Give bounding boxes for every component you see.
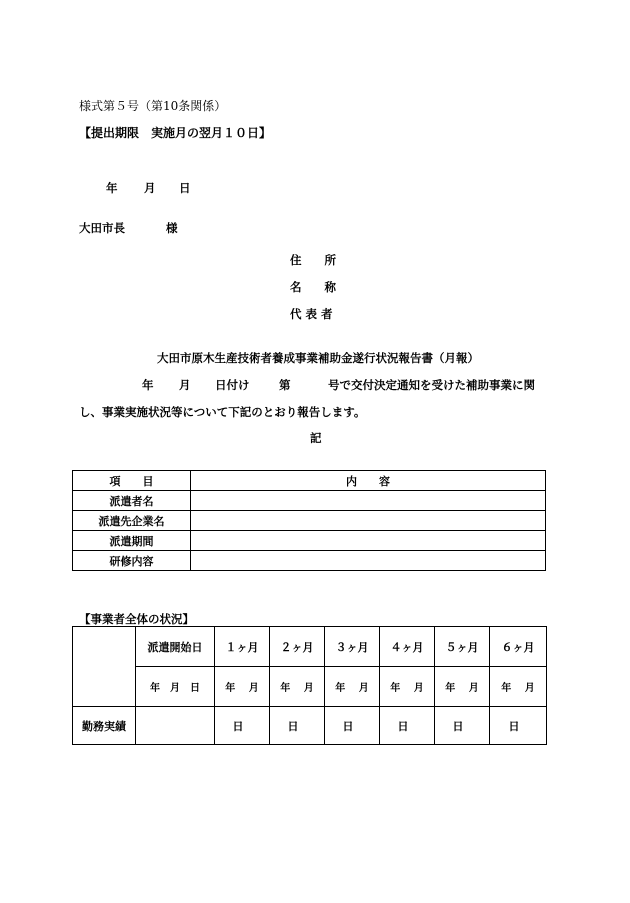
date-day: 日 xyxy=(179,181,191,195)
ki-marker: 記 xyxy=(310,431,322,445)
col-month-3: ３ヶ月 xyxy=(325,627,380,667)
attendance-days[interactable]: 日 xyxy=(325,707,380,745)
content-header: 内 容 xyxy=(191,471,546,491)
attendance-days[interactable]: 日 xyxy=(380,707,435,745)
date-year: 年 xyxy=(106,181,118,195)
overall-units-row xyxy=(73,667,547,707)
addressee-name: 大田市長 xyxy=(79,221,125,235)
row-label: 派遣者名 xyxy=(73,491,191,511)
col-month-5: ５ヶ月 xyxy=(435,627,490,667)
attendance-start-cell[interactable] xyxy=(136,707,215,745)
row-label: 研修内容 xyxy=(73,551,191,571)
body-number-prefix: 第 xyxy=(279,378,291,392)
attendance-days[interactable]: 日 xyxy=(215,707,270,745)
empty-corner-cell xyxy=(73,627,136,707)
row-value-cell[interactable] xyxy=(191,491,546,511)
col-month-1: １ヶ月 xyxy=(215,627,270,667)
attendance-days[interactable]: 日 xyxy=(490,707,547,745)
detail-table xyxy=(72,470,546,571)
attendance-label: 勤務実績 xyxy=(73,707,136,745)
month-units[interactable]: 年 月 xyxy=(380,667,435,707)
address-label: 住 所 xyxy=(290,253,336,267)
row-value-cell[interactable] xyxy=(191,531,546,551)
report-title: 大田市原木生産技術者養成事業補助金遂行状況報告書（月報） xyxy=(157,351,479,365)
col-month-4: ４ヶ月 xyxy=(380,627,435,667)
row-label: 派遣先企業名 xyxy=(73,511,191,531)
representative-label: 代 表 者 xyxy=(290,307,333,321)
table-row xyxy=(73,491,546,511)
body-year: 年 xyxy=(142,378,154,392)
month-units[interactable]: 年 月 xyxy=(215,667,270,707)
month-units[interactable]: 年 月 xyxy=(490,667,547,707)
date-month: 月 xyxy=(144,181,156,195)
start-date-units[interactable]: 年 月 日 xyxy=(136,667,215,707)
month-units[interactable]: 年 月 xyxy=(270,667,325,707)
detail-table-header xyxy=(73,471,546,491)
name-label: 名 称 xyxy=(290,280,336,294)
overall-table xyxy=(72,626,547,745)
addressee-honorific: 様 xyxy=(166,221,178,235)
row-value-cell[interactable] xyxy=(191,511,546,531)
row-value-cell[interactable] xyxy=(191,551,546,571)
body-line-2: し、事業実施状況等について下記のとおり報告します。 xyxy=(79,405,366,419)
overall-section-title: 【事業者全体の状況】 xyxy=(79,612,194,626)
attendance-row xyxy=(73,707,547,745)
table-row xyxy=(73,551,546,571)
body-notice-text: 号で交付決定通知を受けた補助事業に関 xyxy=(328,378,535,392)
month-units[interactable]: 年 月 xyxy=(435,667,490,707)
row-label: 派遣期間 xyxy=(73,531,191,551)
body-date-suffix: 日付け xyxy=(215,378,250,392)
table-row xyxy=(73,531,546,551)
col-month-2: ２ヶ月 xyxy=(270,627,325,667)
table-row xyxy=(73,511,546,531)
attendance-days[interactable]: 日 xyxy=(435,707,490,745)
form-number: 様式第５号（第10条関係） xyxy=(79,99,227,113)
body-month: 月 xyxy=(179,378,191,392)
col-month-6: ６ヶ月 xyxy=(490,627,547,667)
item-header: 項 目 xyxy=(73,471,191,491)
month-units[interactable]: 年 月 xyxy=(325,667,380,707)
overall-header-row xyxy=(73,627,547,667)
col-start-date: 派遣開始日 xyxy=(136,627,215,667)
attendance-days[interactable]: 日 xyxy=(270,707,325,745)
submission-deadline: 【提出期限 実施月の翌月１０日】 xyxy=(79,126,272,140)
